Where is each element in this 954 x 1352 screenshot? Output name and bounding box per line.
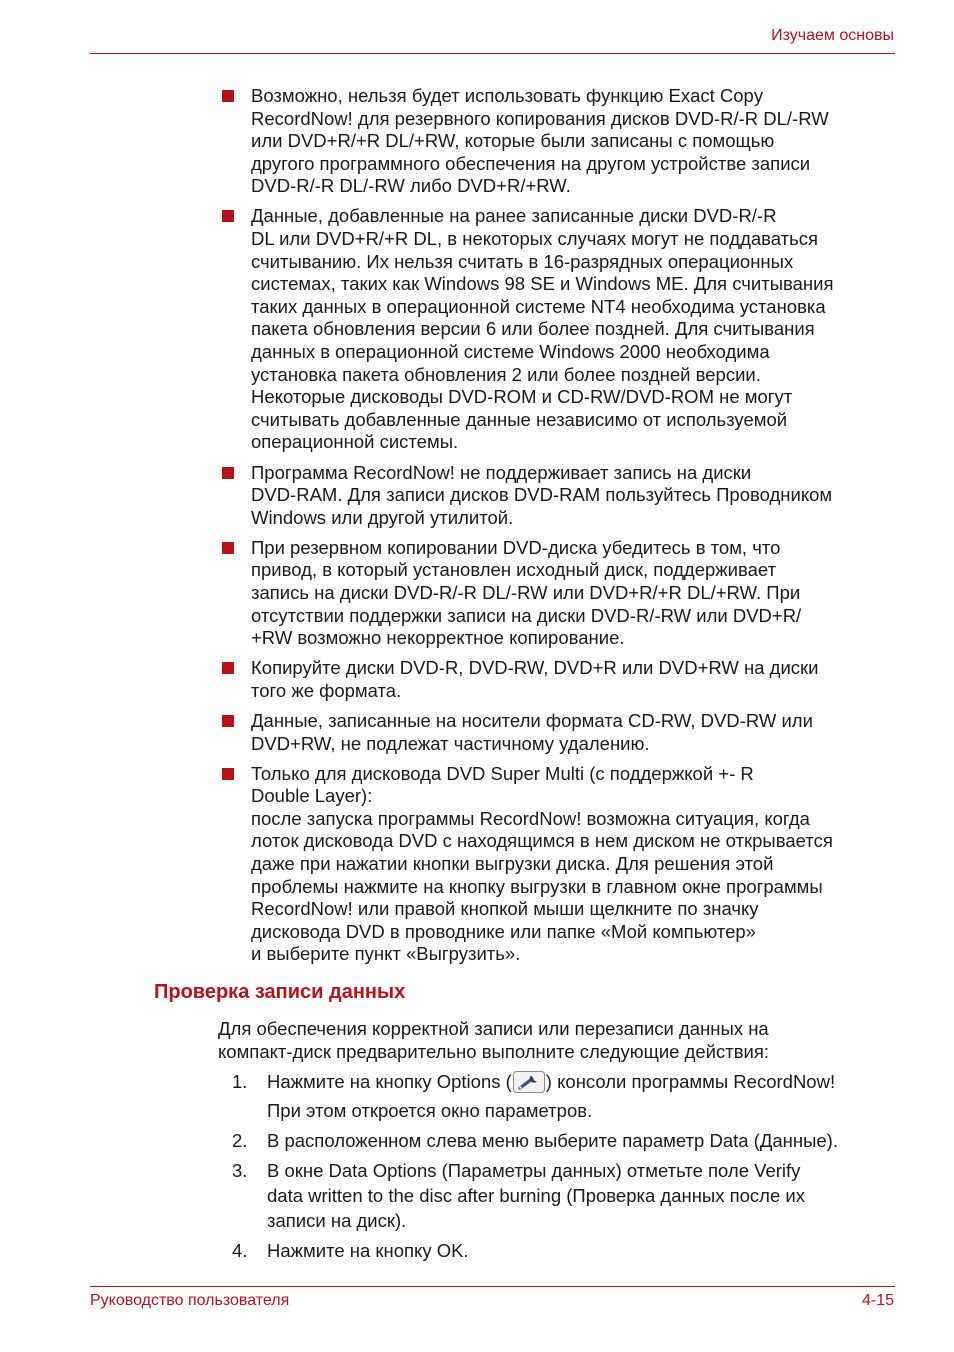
bullet-line: Некоторые дисководы DVD-ROM и CD-RW/DVD-ROM не могут	[251, 386, 793, 408]
bullet-line: операционной системы.	[251, 431, 459, 453]
step-number: 2.	[232, 1130, 248, 1151]
bullet-line: и выберите пункт «Выгрузить».	[251, 943, 521, 965]
step-number: 4.	[232, 1240, 248, 1261]
bullet-line: считыванию. Их нельзя считать в 16-разрядных операционных	[251, 250, 794, 272]
bullet-line: DL или DVD+R/+R DL, в некоторых случаях могут не поддаваться	[251, 228, 819, 250]
bullet-line: Копируйте диски DVD-R, DVD-RW, DVD+R или DVD+RW на диски	[251, 657, 819, 679]
bullet-line: отсутствии поддержки записи на диски DVD-R/-RW или DVD+R/	[251, 604, 802, 626]
square-bullet-icon	[222, 662, 234, 674]
section-intro	[218, 1018, 769, 1063]
square-bullet-icon	[222, 90, 234, 102]
footer-title: Руководство пользователя	[90, 1292, 290, 1309]
bullet-line: считывать добавленные данные независимо от используемой	[251, 408, 788, 430]
step-item	[232, 1238, 912, 1263]
step-item	[232, 1128, 912, 1153]
bullet-line: данных в операционной системе Windows 2000 необходима	[251, 341, 770, 363]
bullet-line: Double Layer):	[251, 785, 373, 807]
bullet-line: дисковода DVD в проводнике или папке «Мой компьютер»	[251, 920, 756, 942]
bullet-line: того же формата.	[251, 679, 402, 701]
bullet-line: пакета обновления версии 6 или более поздней. Для считывания	[251, 318, 815, 340]
bullet-line: установка пакета обновления 2 или более поздней версии.	[251, 363, 761, 385]
step-text-before-icon: Нажмите на кнопку Options (	[267, 1071, 512, 1092]
bullet-line: RecordNow! для резервного копирования дисков DVD-R/-R DL/-RW	[251, 107, 829, 129]
bullet-line: привод, в который установлен исходный диск, поддерживает	[251, 559, 777, 581]
header-title: Изучаем основы	[771, 27, 894, 44]
square-bullet-icon	[222, 768, 234, 780]
step-item	[232, 1158, 912, 1233]
square-bullet-icon	[222, 467, 234, 479]
bullet-line: DVD-R/-R DL/-RW либо DVD+R/+RW.	[251, 175, 571, 197]
square-bullet-icon	[222, 715, 234, 727]
footer-rule	[90, 1286, 895, 1287]
square-bullet-icon	[222, 210, 234, 222]
step-line: В окне Data Options (Параметры данных) отметьте поле Verify	[267, 1160, 801, 1181]
step-line: data written to the disc after burning (Проверка данных после их	[267, 1185, 805, 1206]
step-number: 3.	[232, 1160, 248, 1181]
step-line: При этом откроется окно параметров.	[267, 1100, 593, 1121]
bullet-line: Windows или другой утилитой.	[251, 506, 514, 528]
bullet-line: лоток дисковода DVD с находящимся в нем диском не открывается	[251, 830, 833, 852]
bullet-line: другого программного обеспечения на другом устройстве записи	[251, 152, 811, 174]
bullet-item	[221, 537, 896, 650]
step-line	[267, 1069, 912, 1094]
bullet-item	[221, 710, 896, 755]
bullet-line: При резервном копировании DVD-диска убедитесь в том, что	[251, 536, 781, 558]
bullet-item	[221, 205, 896, 454]
page-number: 4-15	[861, 1292, 894, 1309]
header-rule	[90, 53, 895, 54]
step-line: записи на диск).	[267, 1210, 407, 1231]
square-bullet-icon	[222, 542, 234, 554]
bullet-line: запись на диски DVD-R/-R DL/-RW или DVD+R/+R DL/+RW. При	[251, 581, 801, 603]
bullet-line: DVD+RW, не подлежат частичному удалению.	[251, 732, 650, 754]
step-line: В расположенном слева меню выберите параметр Data (Данные).	[267, 1130, 838, 1151]
bullet-line: Программа RecordNow! не поддерживает запись на диски	[251, 461, 752, 483]
bullet-line: Только для дисковода DVD Super Multi (с поддержкой +- R	[251, 762, 754, 784]
bullet-line: проблемы нажмите на кнопку выгрузки в главном окне программы	[251, 875, 823, 897]
bullet-line: таких данных в операционной системе NT4 необходима установка	[251, 295, 826, 317]
bullet-line: Данные, добавленные на ранее записанные диски DVD-R/-R	[251, 205, 777, 227]
bullet-item	[221, 657, 896, 702]
bullet-line: DVD-RAM. Для записи дисков DVD-RAM пользуйтесь Проводником	[251, 484, 833, 506]
wrench-icon	[513, 1071, 545, 1093]
step-text-after-icon: ) консоли программы RecordNow!	[545, 1071, 836, 1092]
bullet-line: системах, таких как Windows 98 SE и Windows ME. Для считывания	[251, 273, 834, 295]
bullet-item	[221, 763, 896, 966]
bullet-line: даже при нажатии кнопки выгрузки диска. Для решения этой	[251, 853, 774, 874]
step-number: 1.	[232, 1071, 248, 1092]
bullet-line: или DVD+R/+R DL/+RW, которые были записаны с помощью	[251, 130, 775, 152]
step-item	[232, 1069, 912, 1123]
bullet-line: Возможно, нельзя будет использовать функцию Exact Copy	[251, 85, 764, 106]
bullet-item	[221, 85, 896, 198]
bullet-item	[221, 462, 896, 530]
intro-line: Для обеспечения корректной записи или перезаписи данных на	[218, 1018, 769, 1039]
bullet-list	[221, 85, 896, 973]
bullet-line: после запуска программы RecordNow! возможна ситуация, когда	[251, 807, 810, 829]
step-line: Нажмите на кнопку OK.	[267, 1240, 469, 1261]
bullet-line: RecordNow! или правой кнопкой мыши щелкните по значку	[251, 898, 759, 920]
section-title: Проверка записи данных	[154, 981, 406, 1003]
intro-line: компакт-диск предварительно выполните следующие действия:	[218, 1040, 770, 1062]
bullet-line: Данные, записанные на носители формата CD-RW, DVD-RW или	[251, 709, 813, 731]
bullet-line: +RW возможно некорректное копирование.	[251, 627, 625, 649]
steps-list	[232, 1069, 912, 1268]
